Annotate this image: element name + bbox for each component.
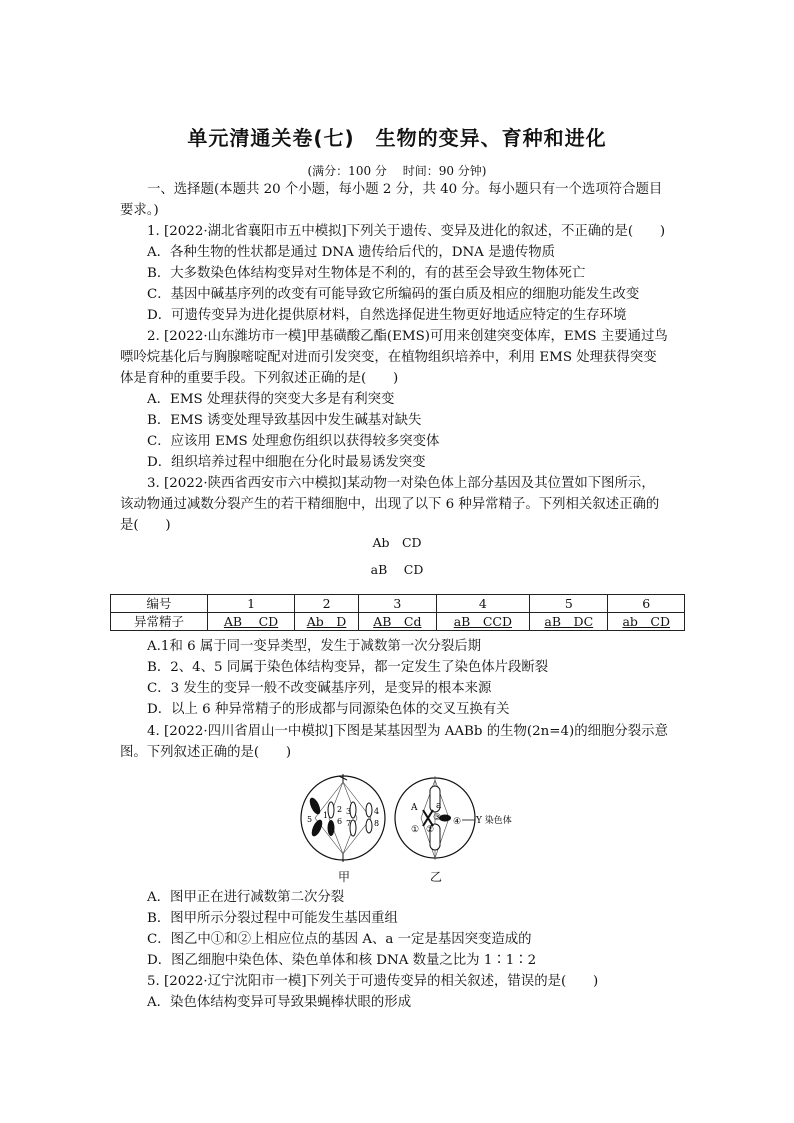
cell-b bbox=[395, 776, 512, 860]
fig-num: 3 bbox=[346, 807, 352, 816]
fig-num: 8 bbox=[374, 819, 380, 828]
chromosome-1: Ab CD bbox=[372, 535, 422, 550]
q2-option-a: A．EMS 处理获得的突变大多是有利突变 bbox=[147, 392, 395, 407]
sperm-table bbox=[110, 594, 685, 631]
table-cell: 6 bbox=[608, 595, 685, 613]
q1-stem: 1. [2022·湖北省襄阳市五中模拟]下列关于遗传、变异及进化的叙述，不正确的是( ) bbox=[147, 224, 666, 239]
fig-num: 1 bbox=[323, 811, 329, 820]
q3-stem: 3. [2022·陕西省西安市六中模拟]某动物一对染色体上部分基因及其位置如下图所示， bbox=[147, 476, 655, 491]
fig-num: 5 bbox=[307, 815, 313, 824]
q1-option-b: B．大多数染色体结构变异对生物体是不利的，有的甚至会导致生物体死亡 bbox=[147, 266, 586, 281]
table-cell: 5 bbox=[530, 595, 608, 613]
figure-label-yi: 乙 bbox=[430, 870, 443, 884]
section-heading-cont: 要求。) bbox=[120, 203, 159, 218]
q4-option-b: B．图甲所示分裂过程中可能发生基因重组 bbox=[147, 911, 398, 926]
q3-stem-cont: 是( ) bbox=[120, 518, 171, 533]
table-cell: 1 bbox=[208, 595, 295, 613]
gene-A-label: A bbox=[411, 803, 418, 813]
gene-a-label: a bbox=[436, 801, 442, 811]
table-header-cell: 编号 bbox=[111, 595, 208, 613]
fig-num: 2 bbox=[337, 805, 343, 814]
fig-num: 4 bbox=[374, 807, 380, 816]
fig-num: ③ bbox=[433, 813, 442, 823]
fig-num: ② bbox=[426, 825, 435, 835]
fig-num: 6 bbox=[337, 817, 343, 826]
table-cell: ab CD bbox=[622, 613, 670, 629]
page-title: 单元清通关卷(七) 生物的变异、育种和进化 bbox=[187, 126, 607, 150]
q1-option-a: A．各种生物的性状都是通过 DNA 遗传给后代的，DNA 是遗传物质 bbox=[147, 245, 556, 260]
table-cell: aB DC bbox=[544, 613, 594, 629]
table-cell: 3 bbox=[359, 595, 437, 613]
cell-diagram bbox=[295, 770, 535, 885]
table-cell: aB CCD bbox=[453, 613, 513, 629]
q1-option-d: D．可遗传变异为进化提供原材料，自然选择促进生物更好地适应特定的生存环境 bbox=[147, 308, 627, 323]
fig-num: 7 bbox=[346, 819, 352, 828]
table-cell: 4 bbox=[436, 595, 529, 613]
table-cell: AB CD bbox=[223, 613, 279, 629]
table-cell: 2 bbox=[295, 595, 359, 613]
table-header-row bbox=[111, 595, 685, 613]
q4-option-c: C．图乙中①和②上相应位点的基因 A、a 一定是基因突变造成的 bbox=[147, 932, 532, 947]
q4-option-a: A．图甲正在进行减数第二次分裂 bbox=[147, 890, 345, 905]
figure-label-jia: 甲 bbox=[338, 870, 351, 884]
q2-stem-cont: 体是育种的重要手段。下列叙述正确的是( ) bbox=[120, 371, 399, 386]
section-heading: 一、选择题(本题共 20 个小题，每小题 2 分，共 40 分。每小题只有一个选项符合题目 bbox=[147, 182, 663, 197]
q2-option-b: B．EMS 诱变处理导致基因中发生碱基对缺失 bbox=[147, 413, 422, 428]
table-cell: AB Cd bbox=[373, 613, 422, 629]
q3-option-d: D．以上 6 种异常精子的形成都与同源染色体的交叉互换有关 bbox=[147, 702, 510, 717]
q3-stem-cont: 该动物通过减数分裂产生的若干精细胞中，出现了以下 6 种异常精子。下列相关叙述正确的 bbox=[120, 497, 660, 512]
fig-num: ① bbox=[411, 825, 420, 835]
q1-option-c: C．基因中碱基序列的改变有可能导致它所编码的蛋白质及相应的细胞功能发生改变 bbox=[147, 287, 640, 302]
fig-num: ④ bbox=[453, 817, 462, 827]
q3-option-a: A.1和 6 属于同一变异类型，发生于减数第一次分裂后期 bbox=[147, 639, 482, 654]
q3-option-c: C．3 发生的变异一般不改变碱基序列，是变异的根本来源 bbox=[147, 681, 492, 696]
q2-option-c: C．应该用 EMS 处理愈伤组织以获得较多突变体 bbox=[147, 434, 440, 449]
q5-stem: 5. [2022·辽宁沈阳市一模]下列关于可遗传变异的相关叙述，错误的是( ) bbox=[147, 974, 599, 989]
q3-option-b: B．2、4、5 同属于染色体结构变异，都一定发生了染色体片段断裂 bbox=[147, 660, 549, 675]
q2-stem: 2. [2022·山东潍坊市一模]甲基磺酸乙酯(EMS)可用来创建突变体库，EMS 主要通过鸟 bbox=[147, 329, 668, 344]
cell-division-figure bbox=[295, 770, 535, 885]
table-header-cell: 异常精子 bbox=[111, 613, 208, 631]
y-chromosome-label: Y 染色体 bbox=[476, 816, 512, 826]
cell-a bbox=[301, 774, 385, 862]
q4-stem-cont: 图。下列叙述正确的是( ) bbox=[120, 745, 292, 760]
q2-stem-cont: 嘌呤烷基化后与胸腺嘧啶配对进而引发突变，在植物组织培养中，利用 EMS 处理获得突变 bbox=[120, 350, 657, 365]
table-row bbox=[111, 613, 685, 631]
exam-info: (满分：100 分 时间：90 分钟) bbox=[307, 164, 487, 178]
chromosome-2: aB CD bbox=[370, 562, 424, 577]
table-cell: Ab D bbox=[306, 613, 347, 629]
q4-option-d: D．图乙细胞中染色体、染色单体和核 DNA 数量之比为 1∶1∶2 bbox=[147, 953, 537, 968]
q4-stem: 4. [2022·四川省眉山一中模拟]下图是某基因型为 AABb 的生物(2n=4)的细胞分裂示意 bbox=[147, 724, 668, 739]
q2-option-d: D．组织培养过程中细胞在分化时最易诱发突变 bbox=[147, 455, 426, 470]
q5-option-a: A．染色体结构变异可导致果蝇棒状眼的形成 bbox=[147, 995, 412, 1010]
